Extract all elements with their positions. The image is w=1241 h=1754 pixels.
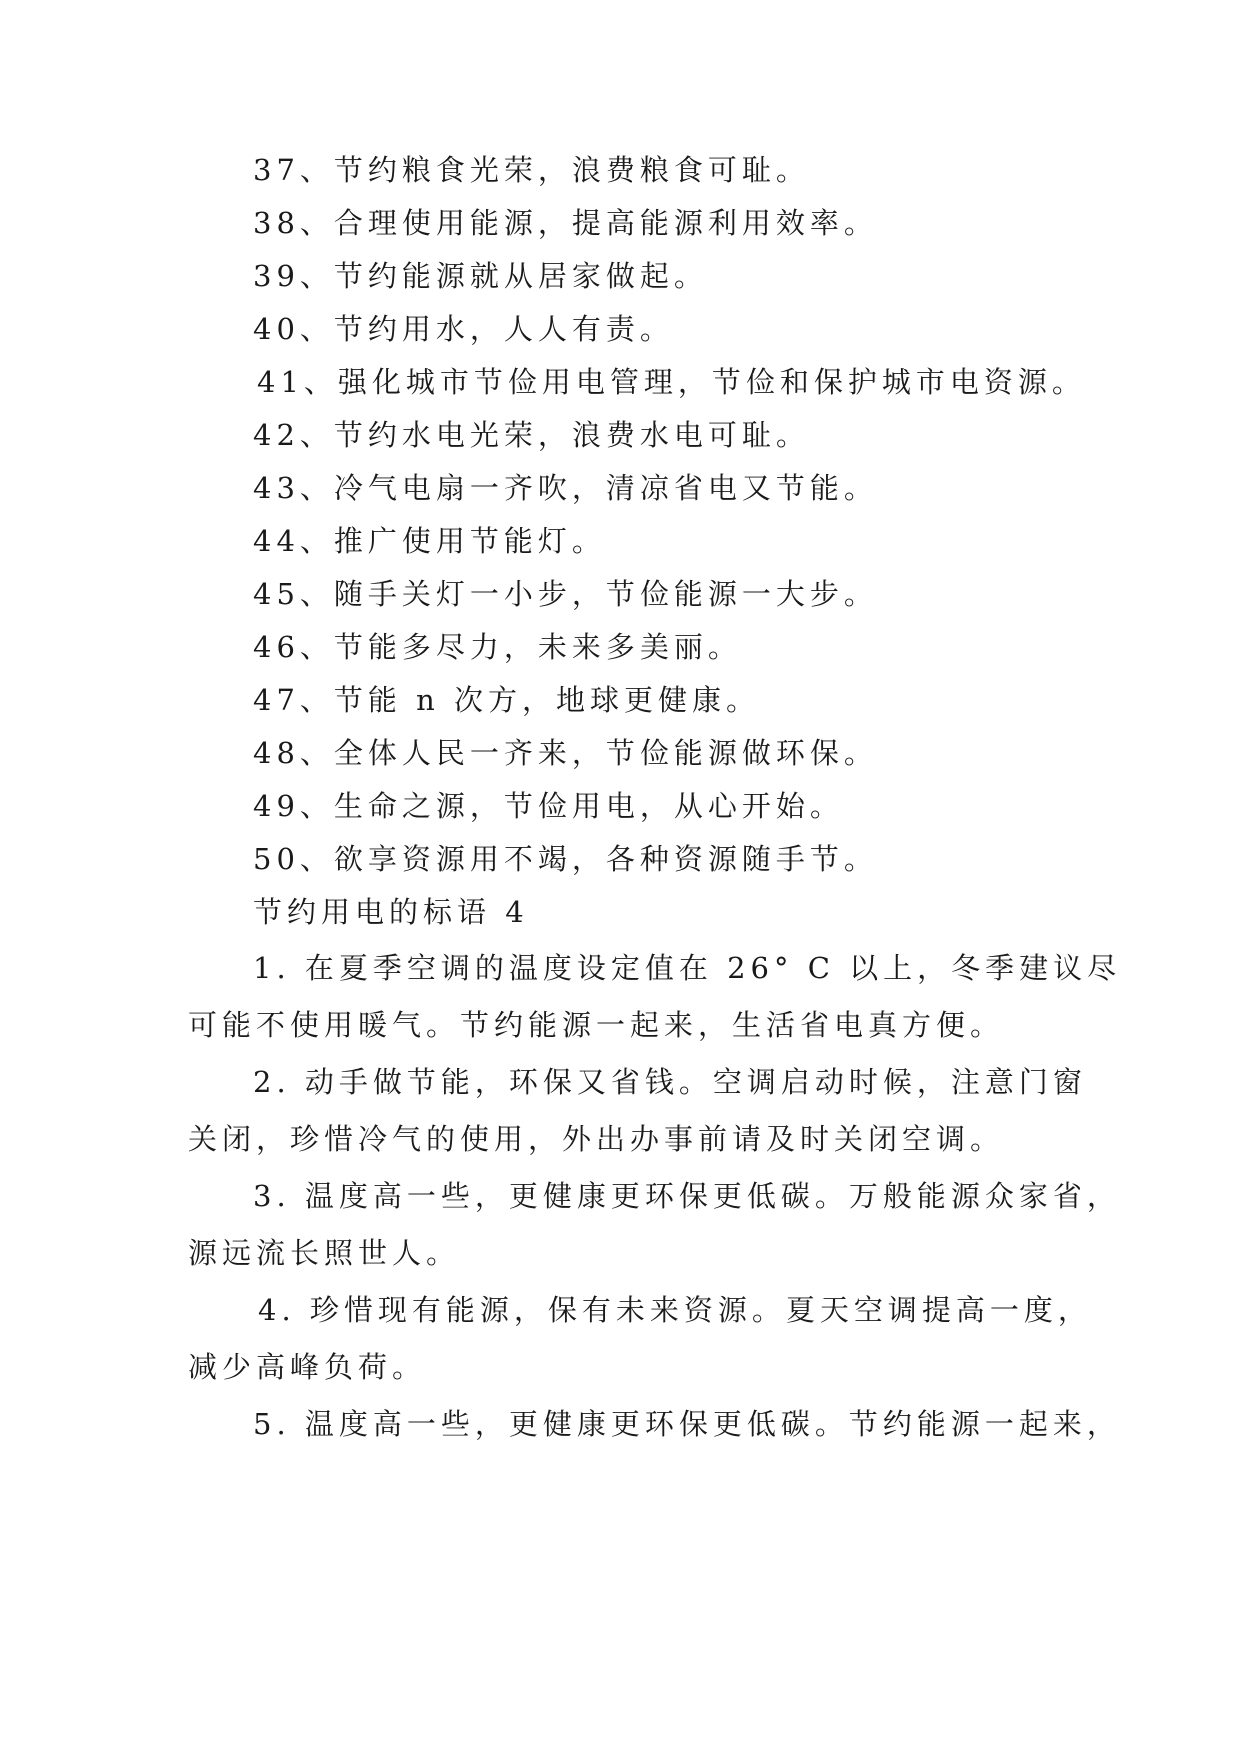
slogan-line: 45、随手关灯一小步，节俭能源一大步。 bbox=[253, 577, 878, 611]
slogan-line: 49、生命之源，节俭用电，从心开始。 bbox=[253, 789, 844, 823]
paragraph-line: 4. 珍惜现有能源，保有未来资源。夏天空调提高一度， bbox=[258, 1293, 1092, 1327]
paragraph-line: 2. 动手做节能，环保又省钱。空调启动时候，注意门窗 bbox=[253, 1065, 1087, 1099]
paragraph-line: 3. 温度高一些，更健康更环保更低碳。万般能源众家省， bbox=[253, 1179, 1121, 1213]
paragraph-line: 减少高峰负荷。 bbox=[188, 1350, 427, 1384]
slogan-line: 44、推广使用节能灯。 bbox=[253, 524, 606, 558]
slogan-line: 41、强化城市节俭用电管理，节俭和保护城市电资源。 bbox=[257, 365, 1086, 399]
slogan-line: 38、合理使用能源，提高能源利用效率。 bbox=[253, 206, 878, 240]
slogan-line: 37、节约粮食光荣，浪费粮食可耻。 bbox=[253, 153, 810, 187]
paragraph-line: 源远流长照世人。 bbox=[188, 1236, 461, 1270]
slogan-line: 48、全体人民一齐来，节俭能源做环保。 bbox=[253, 736, 878, 770]
slogan-line: 47、节能 n 次方，地球更健康。 bbox=[253, 683, 761, 717]
section-title: 节约用电的标语 4 bbox=[253, 895, 529, 929]
paragraph-line: 5. 温度高一些，更健康更环保更低碳。节约能源一起来， bbox=[253, 1407, 1121, 1441]
slogan-line: 42、节约水电光荣，浪费水电可耻。 bbox=[253, 418, 810, 452]
slogan-line: 40、节约用水，人人有责。 bbox=[253, 312, 674, 346]
paragraph-line: 可能不使用暖气。节约能源一起来，生活省电真方便。 bbox=[188, 1008, 1005, 1042]
slogan-line: 43、冷气电扇一齐吹，清凉省电又节能。 bbox=[253, 471, 878, 505]
paragraph-line: 1. 在夏季空调的温度设定值在 26° C 以上，冬季建议尽 bbox=[253, 951, 1122, 985]
slogan-line: 39、节约能源就从居家做起。 bbox=[253, 259, 708, 293]
slogan-line: 46、节能多尽力，未来多美丽。 bbox=[253, 630, 742, 664]
slogan-line: 50、欲享资源用不竭，各种资源随手节。 bbox=[253, 842, 878, 876]
paragraph-line: 关闭，珍惜冷气的使用，外出办事前请及时关闭空调。 bbox=[188, 1122, 1005, 1156]
